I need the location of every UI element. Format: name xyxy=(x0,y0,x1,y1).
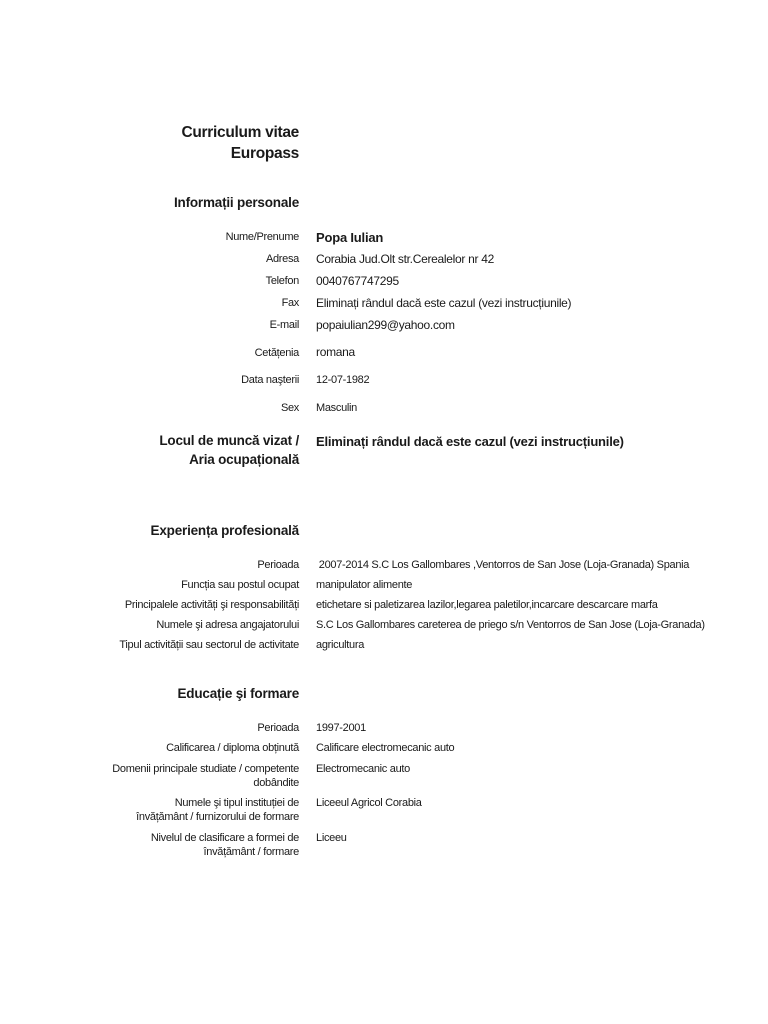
label-edu-institution-line1: Numele şi tipul instituției de xyxy=(174,797,299,809)
value-job-target: Eliminați rândul dacă este cazul (vezi instrucțiunile) xyxy=(316,434,624,449)
label-job-target-line2: Aria ocupațională xyxy=(189,452,299,467)
label-fax: Fax xyxy=(281,297,299,309)
label-citizenship: Cetățenia xyxy=(254,347,299,359)
value-edu-institution: Liceeul Agricol Corabia xyxy=(316,797,422,809)
value-exp-period: 2007-2014 S.C Los Gallombares ,Ventorros de San Jose (Loja-Granada) Spania xyxy=(316,559,690,571)
value-name: Popa Iulian xyxy=(316,230,384,245)
section-experience-title: Experiența profesională xyxy=(150,523,299,538)
cv-title-line1: Curriculum vitae xyxy=(181,124,299,141)
value-exp-sector: agricultura xyxy=(316,639,365,651)
label-edu-level-line2: învățământ / formare xyxy=(203,846,299,858)
label-edu-domains-line2: dobândite xyxy=(253,777,299,789)
label-name: Nume/Prenume xyxy=(225,231,299,243)
value-exp-employer: S.C Los Gallombares careterea de priego s/n Ventorros de San Jose (Loja-Granada) xyxy=(316,619,705,631)
value-edu-level: Liceeu xyxy=(316,832,347,844)
label-birthdate: Data naşterii xyxy=(241,374,299,386)
label-edu-institution-line2: învățământ / furnizorului de formare xyxy=(136,811,299,823)
label-edu-level-line1: Nivelul de clasificare a formei de xyxy=(150,832,299,844)
label-phone: Telefon xyxy=(265,275,299,287)
value-phone: 0040767747295 xyxy=(316,274,399,288)
value-edu-domains: Electromecanic auto xyxy=(316,763,410,775)
label-exp-period: Perioada xyxy=(257,559,299,571)
cv-title-line2: Europass xyxy=(230,145,299,162)
label-edu-qualification: Calificarea / diploma obținută xyxy=(166,742,299,754)
value-edu-qualification: Calificare electromecanic auto xyxy=(316,742,455,754)
value-address: Corabia Jud.Olt str.Cerealelor nr 42 xyxy=(316,252,494,266)
label-email: E-mail xyxy=(269,319,299,331)
label-exp-employer: Numele şi adresa angajatorului xyxy=(156,619,299,631)
label-exp-sector: Tipul activității sau sectorul de activitate xyxy=(119,639,299,651)
label-exp-activities: Principalele activități şi responsabilități xyxy=(124,599,299,611)
value-sex: Masculin xyxy=(316,402,358,414)
value-edu-period: 1997-2001 xyxy=(316,722,366,734)
value-fax: Eliminați rândul dacă este cazul (vezi instrucțiunile) xyxy=(316,296,572,310)
value-birthdate: 12-07-1982 xyxy=(316,374,370,386)
label-address: Adresa xyxy=(265,253,299,265)
label-edu-period: Perioada xyxy=(257,722,299,734)
label-sex: Sex xyxy=(280,402,299,414)
section-education-title: Educație şi formare xyxy=(177,686,299,701)
value-email: popaiulian299@yahoo.com xyxy=(316,318,455,332)
label-exp-position: Funcția sau postul ocupat xyxy=(181,579,299,591)
value-exp-position: manipulator alimente xyxy=(316,579,413,591)
value-exp-activities: etichetare si paletizarea lazilor,legarea paletilor,incarcare descarcare marfa xyxy=(316,599,658,611)
section-personal-title: Informații personale xyxy=(173,195,299,210)
label-edu-domains-line1: Domenii principale studiate / competente xyxy=(112,763,299,775)
value-citizenship: romana xyxy=(316,345,355,359)
label-job-target-line1: Locul de muncă vizat / xyxy=(159,433,299,448)
